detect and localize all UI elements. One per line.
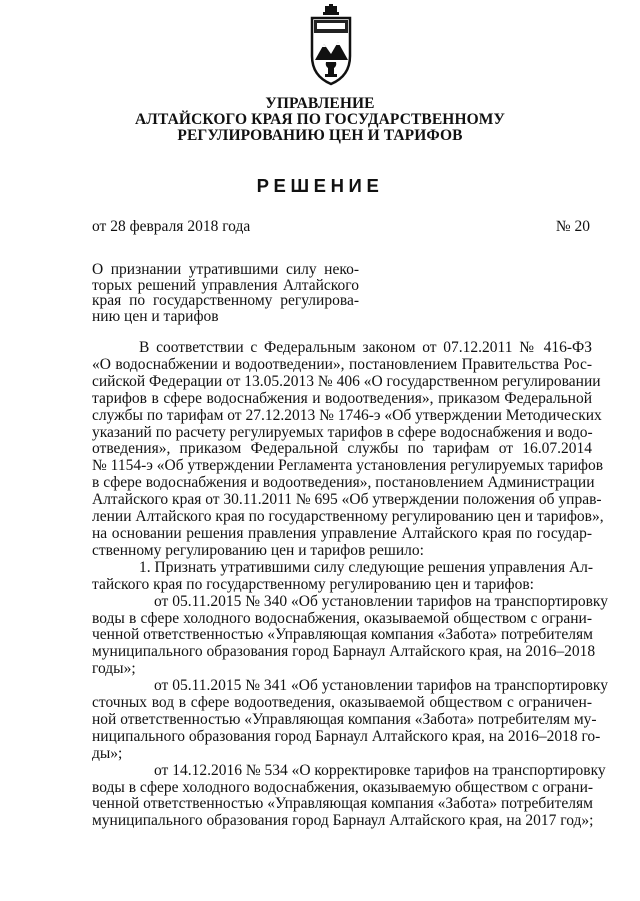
agency-name-line-1: УПРАВЛЕНИЕ bbox=[265, 95, 375, 112]
body-line: муниципального образования город Барнаул Алтайского края, на 2016–2018 bbox=[92, 643, 596, 661]
body-line: ченной ответственностью «Управляющая компания «Забота» потребителям bbox=[92, 795, 593, 813]
body-line: лении Алтайского края по государственному регулированию цен и тарифов», bbox=[92, 508, 604, 526]
agency-name-line-2: АЛТАЙСКОГО КРАЯ ПО ГОСУДАРСТВЕННОМУ bbox=[135, 111, 505, 128]
body-line: тайского края по государственному регулированию цен и тарифов: bbox=[92, 575, 534, 593]
document-title: РЕШЕНИЕ bbox=[256, 175, 384, 196]
subject-line: края по государственному регулирова- bbox=[92, 292, 359, 309]
body-line: отведения», приказом Федеральной службы по тарифам от 16.07.2014 bbox=[92, 440, 592, 458]
body-line: сийской Федерации от 13.05.2013 № 406 «О государственном регулировании bbox=[92, 372, 601, 390]
body-line: указаний по расчету регулируемых тарифов в сфере водоснабжения и водо- bbox=[92, 423, 593, 441]
document-body bbox=[92, 339, 608, 830]
body-line: 1. Признать утратившими силу следующие решения управления Ал- bbox=[139, 558, 594, 576]
body-line: сточных вод в сфере водоотведения, оказываемой обществом с ограничен- bbox=[92, 694, 592, 712]
body-line: на основании решения правления управление Алтайского края по государ- bbox=[92, 524, 592, 542]
document-number: № 20 bbox=[555, 218, 590, 235]
body-line: ды»; bbox=[92, 744, 123, 762]
subject-line: торых решений управления Алтайского bbox=[92, 276, 359, 294]
document-subject bbox=[92, 262, 359, 324]
body-line: службы по тарифам от 27.12.2013 № 1746-э «Об утверждении Методических bbox=[92, 406, 602, 424]
body-line: от 05.11.2015 № 340 «Об установлении тарифов на транспортировку bbox=[154, 592, 608, 610]
body-line: муниципального образования город Барнаул Алтайского края, на 2017 год»; bbox=[92, 812, 594, 830]
body-line: ственному регулированию цен и тарифов решило: bbox=[92, 541, 424, 559]
body-line: ной ответственностью «Управляющая компания «Забота» потребителям му- bbox=[92, 710, 597, 728]
body-line: воды в сфере холодного водоснабжения, оказываемой обществом с ограни- bbox=[92, 609, 592, 627]
subject-line: О признании утратившими силу неко- bbox=[92, 261, 359, 278]
body-line: ченной ответственностью «Управляющая компания «Забота» потребителям bbox=[92, 626, 593, 644]
body-line: Алтайского края от 30.11.2011 № 695 «Об утверждении положения об управ- bbox=[92, 491, 602, 509]
body-line: № 1154-э «Об утверждении Регламента установления регулируемых тарифов bbox=[92, 457, 604, 475]
body-line: годы»; bbox=[92, 660, 136, 678]
body-line: от 14.12.2016 № 534 «О корректировке тарифов на транспортировку bbox=[154, 761, 606, 779]
agency-name-line-3: РЕГУЛИРОВАНИЮ ЦЕН И ТАРИФОВ bbox=[177, 127, 463, 144]
body-line: воды в сфере холодного водоснабжения, оказываемую обществом с ограни- bbox=[92, 778, 594, 796]
body-line: «О водоснабжении и водоотведении», постановлением Правительства Рос- bbox=[92, 355, 592, 373]
body-line: тарифов в сфере водоснабжения и водоотведения», приказом Федеральной bbox=[92, 389, 592, 407]
body-line: в сфере водоснабжения и водоотведения», постановлением Администрации bbox=[92, 474, 595, 492]
body-line: от 05.11.2015 № 341 «Об установлении тарифов на транспортировку bbox=[154, 677, 608, 695]
document-date: от 28 февраля 2018 года bbox=[92, 218, 251, 235]
subject-line: нию цен и тарифов bbox=[92, 307, 219, 325]
body-line: В соответствии с Федеральным законом от 07.12.2011 № 416-ФЗ bbox=[139, 339, 592, 356]
body-line: ниципального образования город Барнаул Алтайского края, на 2016–2018 го- bbox=[92, 727, 601, 745]
coat-of-arms-icon bbox=[305, 4, 357, 88]
